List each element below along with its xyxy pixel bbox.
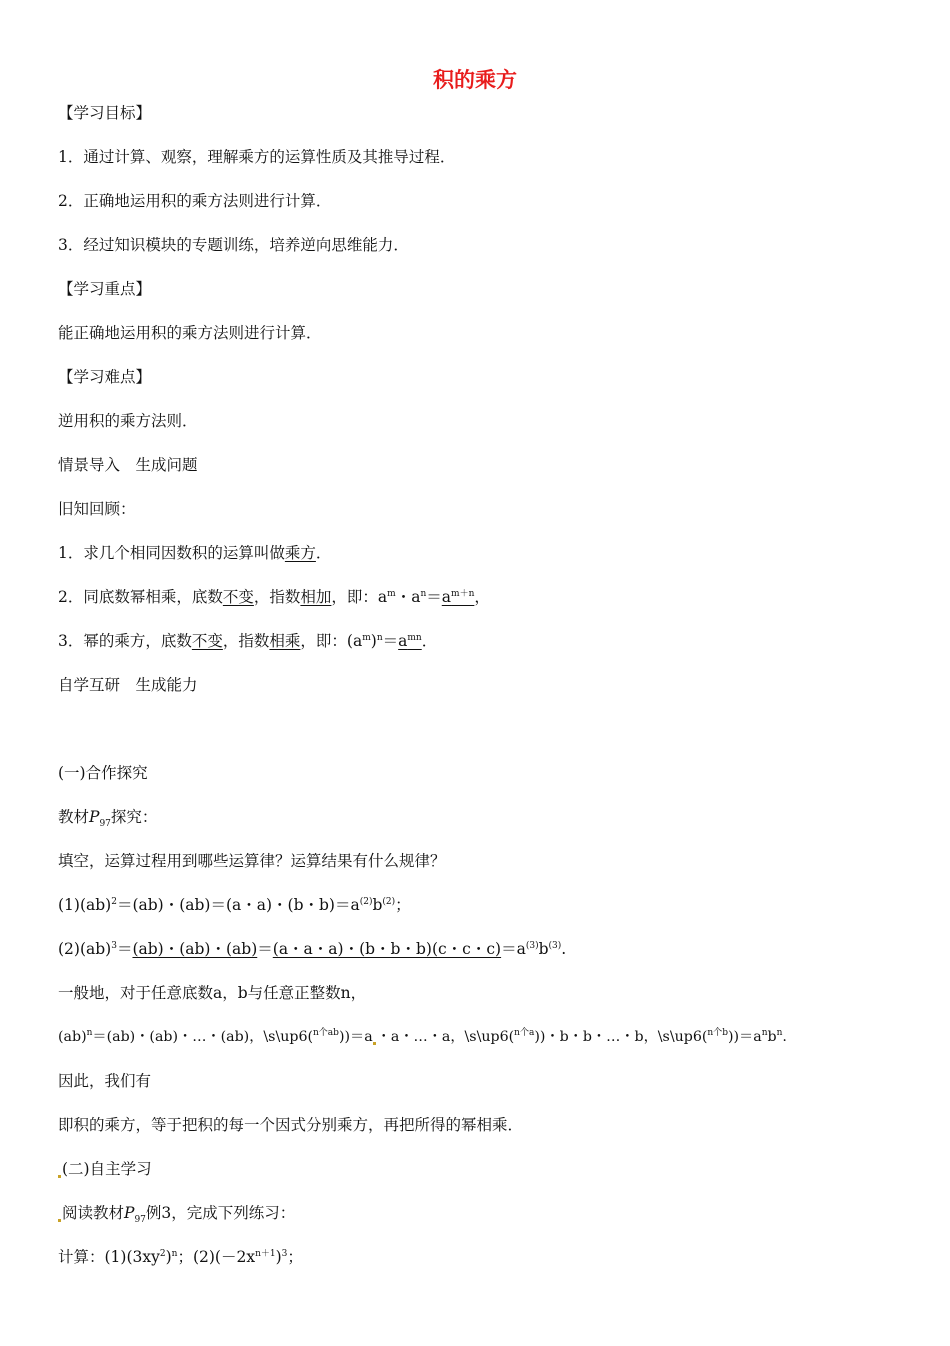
rule-text: 即积的乘方，等于把积的每一个因式分别乘方，再把所得的幂相乘． — [58, 1116, 524, 1134]
coop-heading: (一)合作探究 — [58, 764, 148, 782]
answer-blank: $a^{m+n}$ — [441, 588, 475, 606]
goal-3: 3．经过知识模块的专题训练，培养逆向思维能力． — [58, 236, 409, 254]
answer-blank: 乘方 — [284, 544, 316, 562]
answer-blank: (ab)・(ab)・(ab) — [132, 940, 258, 958]
review-item-1: 1．求几个相同因数积的运算叫做乘方． — [58, 544, 332, 562]
answer-blank: $a^{mn}$ — [398, 632, 422, 650]
page-title: 积的乘方 — [433, 68, 517, 92]
self-study-heading: 自学互研 生成能力 — [58, 676, 198, 694]
fill-prompt: 填空，运算过程用到哪些运算律？运算结果有什么规律？ — [58, 852, 446, 870]
answer-blank: 相乘 — [269, 632, 301, 650]
goals-heading: 【学习目标】 — [58, 104, 152, 122]
answer-blank: 不变 — [222, 588, 254, 606]
review-item-3: 3．幂的乘方，底数不变，指数相乘，即：$(a^m)^n=a^{mn}$． — [58, 632, 438, 650]
mark-dot — [373, 1042, 376, 1045]
textbook-ref-2: 阅读教材$P_{97}$例3，完成下列练习： — [58, 1202, 295, 1231]
answer-blank: 不变 — [191, 632, 223, 650]
key-text: 能正确地运用积的乘方法则进行计算． — [58, 324, 322, 342]
mark-dot — [58, 1175, 61, 1178]
equation-2: (2)(ab)$^3$＝(ab)・(ab)・(ab)＝(a・a・a)・(b・b・b)(c・c・$c)=a^{(3)}b^{(3)}$. — [58, 940, 567, 958]
difficulty-text: 逆用积的乘方法则． — [58, 412, 198, 430]
therefore-text: 因此，我们有 — [58, 1072, 152, 1090]
key-heading: 【学习重点】 — [58, 280, 152, 298]
answer-blank: (a・a・a)・(b・b・b)(c・c・c) — [272, 940, 502, 958]
calc-exercise: 计算：$(1)(3xy^2)^n$；$(2)(-2x^{n+1})^3$； — [58, 1248, 303, 1266]
general-statement: 一般地，对于任意底数a，b与任意正整数n， — [58, 984, 367, 1002]
textbook-ref-1: 教材$P_{97}$探究： — [58, 808, 158, 830]
mark-dot — [58, 1219, 61, 1222]
difficulty-heading: 【学习难点】 — [58, 368, 152, 386]
goal-2: 2．正确地运用积的乘方法则进行计算． — [58, 192, 332, 210]
self-study-section-heading: (二)自主学习 — [58, 1158, 152, 1180]
review-item-2: 2．同底数幂相乘，底数不变，指数相加，即：$a^m$・$a^n=a^{m+n}$， — [58, 588, 490, 606]
review-heading: 旧知回顾： — [58, 500, 136, 518]
intro-heading: 情景导入 生成问题 — [58, 456, 198, 474]
equation-1: (1)(ab)$^2$＝(ab)・(ab)＝(a・a)・(b・$b)=a^{(2)}b^{(2)}$； — [58, 896, 411, 914]
equation-3: (ab)$^n$＝(ab)・(ab)・…・(ab)，\s\up6($^{n个ab}$))＝a ・a・…・a，\s\up6($^{n个a}$))・b・b・…・b，$\backslash s\backslash up6(^{n个b}))=a^nb^n$. — [58, 1028, 787, 1045]
answer-blank: 相加 — [300, 588, 332, 606]
goal-1: 1．通过计算、观察，理解乘方的运算性质及其推导过程． — [58, 148, 456, 166]
